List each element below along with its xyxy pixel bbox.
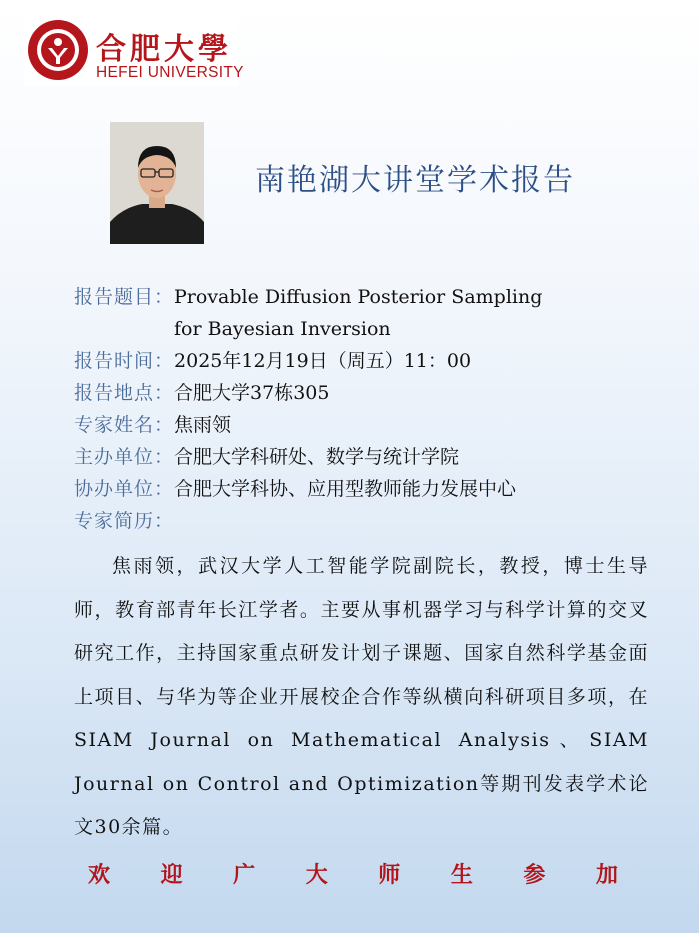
- bio-label: 专家简历：: [74, 510, 175, 532]
- speaker-label: 专家姓名：: [74, 414, 175, 436]
- info-row-speaker: [74, 409, 674, 441]
- speaker-value: 焦雨领: [174, 414, 232, 436]
- time-label: 报告时间：: [74, 350, 175, 372]
- speaker-bio: 焦雨领，武汉大学人工智能学院副院长，教授，博士生导师，教育部青年长江学者。主要从事机器学习与科学计算的交叉研究工作，主持国家重点研发计划子课题、国家自然科学基金面上项目、与华为等企业开展校企合作等纵横向科研项目多项，在SIAM Journal on Mathematical Analysis、SIAM Journal on Control and Optimization等期刊发表学术论文30余篇。: [74, 555, 649, 838]
- university-seal-icon: [26, 18, 90, 82]
- location-value: 合肥大学37栋305: [174, 382, 330, 404]
- page-title: 南艳湖大讲堂学术报告: [255, 163, 575, 198]
- time-value: 2025年12月19日（周五）11：00: [174, 350, 472, 372]
- welcome-char: 欢: [88, 862, 111, 888]
- university-logo: [24, 18, 244, 86]
- location-label: 报告地点：: [74, 382, 175, 404]
- speaker-photo: [110, 122, 204, 244]
- welcome-char: 生: [450, 862, 473, 888]
- welcome-char: 加: [595, 862, 618, 888]
- speaker-portrait-image: [110, 122, 204, 244]
- info-row-cohost: [74, 473, 674, 505]
- welcome-char: 广: [233, 862, 256, 888]
- report-info: [74, 281, 674, 537]
- info-row-time: [74, 345, 674, 377]
- welcome-banner: [88, 858, 618, 889]
- info-row-topic: [74, 281, 674, 345]
- topic-value: Provable Diffusion Posterior Sampling for Bayesian Inversion: [174, 286, 543, 340]
- welcome-char: 大: [305, 862, 328, 888]
- host-value: 合肥大学科研处、数学与统计学院: [174, 446, 460, 468]
- info-row-bio: [74, 505, 674, 537]
- info-row-host: [74, 441, 674, 473]
- university-name-cn: 合肥大學: [96, 32, 232, 67]
- info-row-location: [74, 377, 674, 409]
- host-label: 主办单位：: [74, 446, 175, 468]
- welcome-char: 师: [378, 862, 401, 888]
- welcome-char: 参: [523, 862, 546, 888]
- cohost-label: 协办单位：: [74, 478, 175, 500]
- welcome-char: 迎: [160, 862, 183, 888]
- cohost-value: 合肥大学科协、应用型教师能力发展中心: [174, 478, 517, 500]
- university-name-en: HEFEI UNIVERSITY: [96, 64, 244, 81]
- topic-label: 报告题目：: [74, 286, 175, 308]
